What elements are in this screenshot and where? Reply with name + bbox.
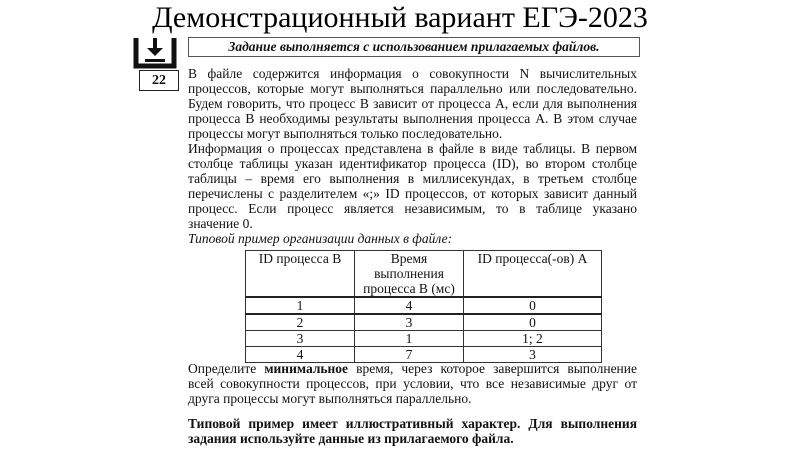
table-header: Время выполнения процесса B (мс) xyxy=(355,251,464,298)
text: время, через которое завершится выполнение xyxy=(356,361,637,376)
cell: 3 xyxy=(246,331,355,347)
cell: 0 xyxy=(464,314,602,331)
note-line: задания используйте данные из прилагаемого файла. xyxy=(188,431,514,446)
text-line: процессы могут выполняться только последовательно. xyxy=(188,126,503,141)
cell: 0 xyxy=(464,297,602,314)
note-line: Типовой пример имеет иллюстративный характер. Для выполнения xyxy=(188,416,637,431)
table-header: ID процесса B xyxy=(246,251,355,298)
table-row xyxy=(246,297,602,314)
cell: 3 xyxy=(355,314,464,331)
task-number: 22 xyxy=(139,70,179,91)
text-line: перечислены с разделителем «;» ID процессов, от которых зависит данный xyxy=(188,186,637,201)
text-line: процесса B необходимы результаты выполнения процесса A. В этом случае xyxy=(188,111,637,126)
cell: 2 xyxy=(246,314,355,331)
example-table xyxy=(245,250,602,363)
cell: 4 xyxy=(246,347,355,363)
text-line: процессов, которые могут выполняться параллельно или последовательно. xyxy=(188,81,637,96)
table-header: ID процесса(-ов) A xyxy=(464,251,602,298)
task-header: Задание выполняется с использованием прилагаемых файлов. xyxy=(188,37,640,57)
example-caption: Типовой пример организации данных в файле: xyxy=(188,231,453,246)
question-line: друга процессы могут выполняться параллельно. xyxy=(188,391,472,406)
cell: 1 xyxy=(355,331,464,347)
question-line: всей совокупности процессов, при условии, что все независимые друг от xyxy=(188,376,637,391)
text-line: Будем говорить, что процесс B зависит от процесса A, если для выполнения xyxy=(188,96,637,111)
cell: 7 xyxy=(355,347,464,363)
text: Определите xyxy=(188,361,257,376)
table-row xyxy=(246,331,602,347)
slide-title: Демонстрационный вариант ЕГЭ-2023 xyxy=(152,1,648,34)
cell: 3 xyxy=(464,347,602,363)
text-line: Информация о процессах представлена в файле в виде таблицы. В первом xyxy=(188,141,637,156)
bold-text: минимальное xyxy=(264,361,349,376)
table-row xyxy=(246,314,602,331)
cell: 4 xyxy=(355,297,464,314)
question-line xyxy=(188,361,637,376)
text-line: процесс. Если процесс является независимым, то в таблице указано xyxy=(188,201,637,216)
text-line: В файле содержится информация о совокупности N вычислительных xyxy=(188,66,637,81)
text-line: значение 0. xyxy=(188,216,253,231)
cell: 1; 2 xyxy=(464,331,602,347)
cell: 1 xyxy=(246,297,355,314)
text-line: таблицы – время его выполнения в миллисекундах, в третьем столбце xyxy=(188,171,637,186)
text-line: столбце таблицы указан идентификатор процесса (ID), во втором столбце xyxy=(188,156,637,171)
download-file-icon xyxy=(133,36,177,70)
